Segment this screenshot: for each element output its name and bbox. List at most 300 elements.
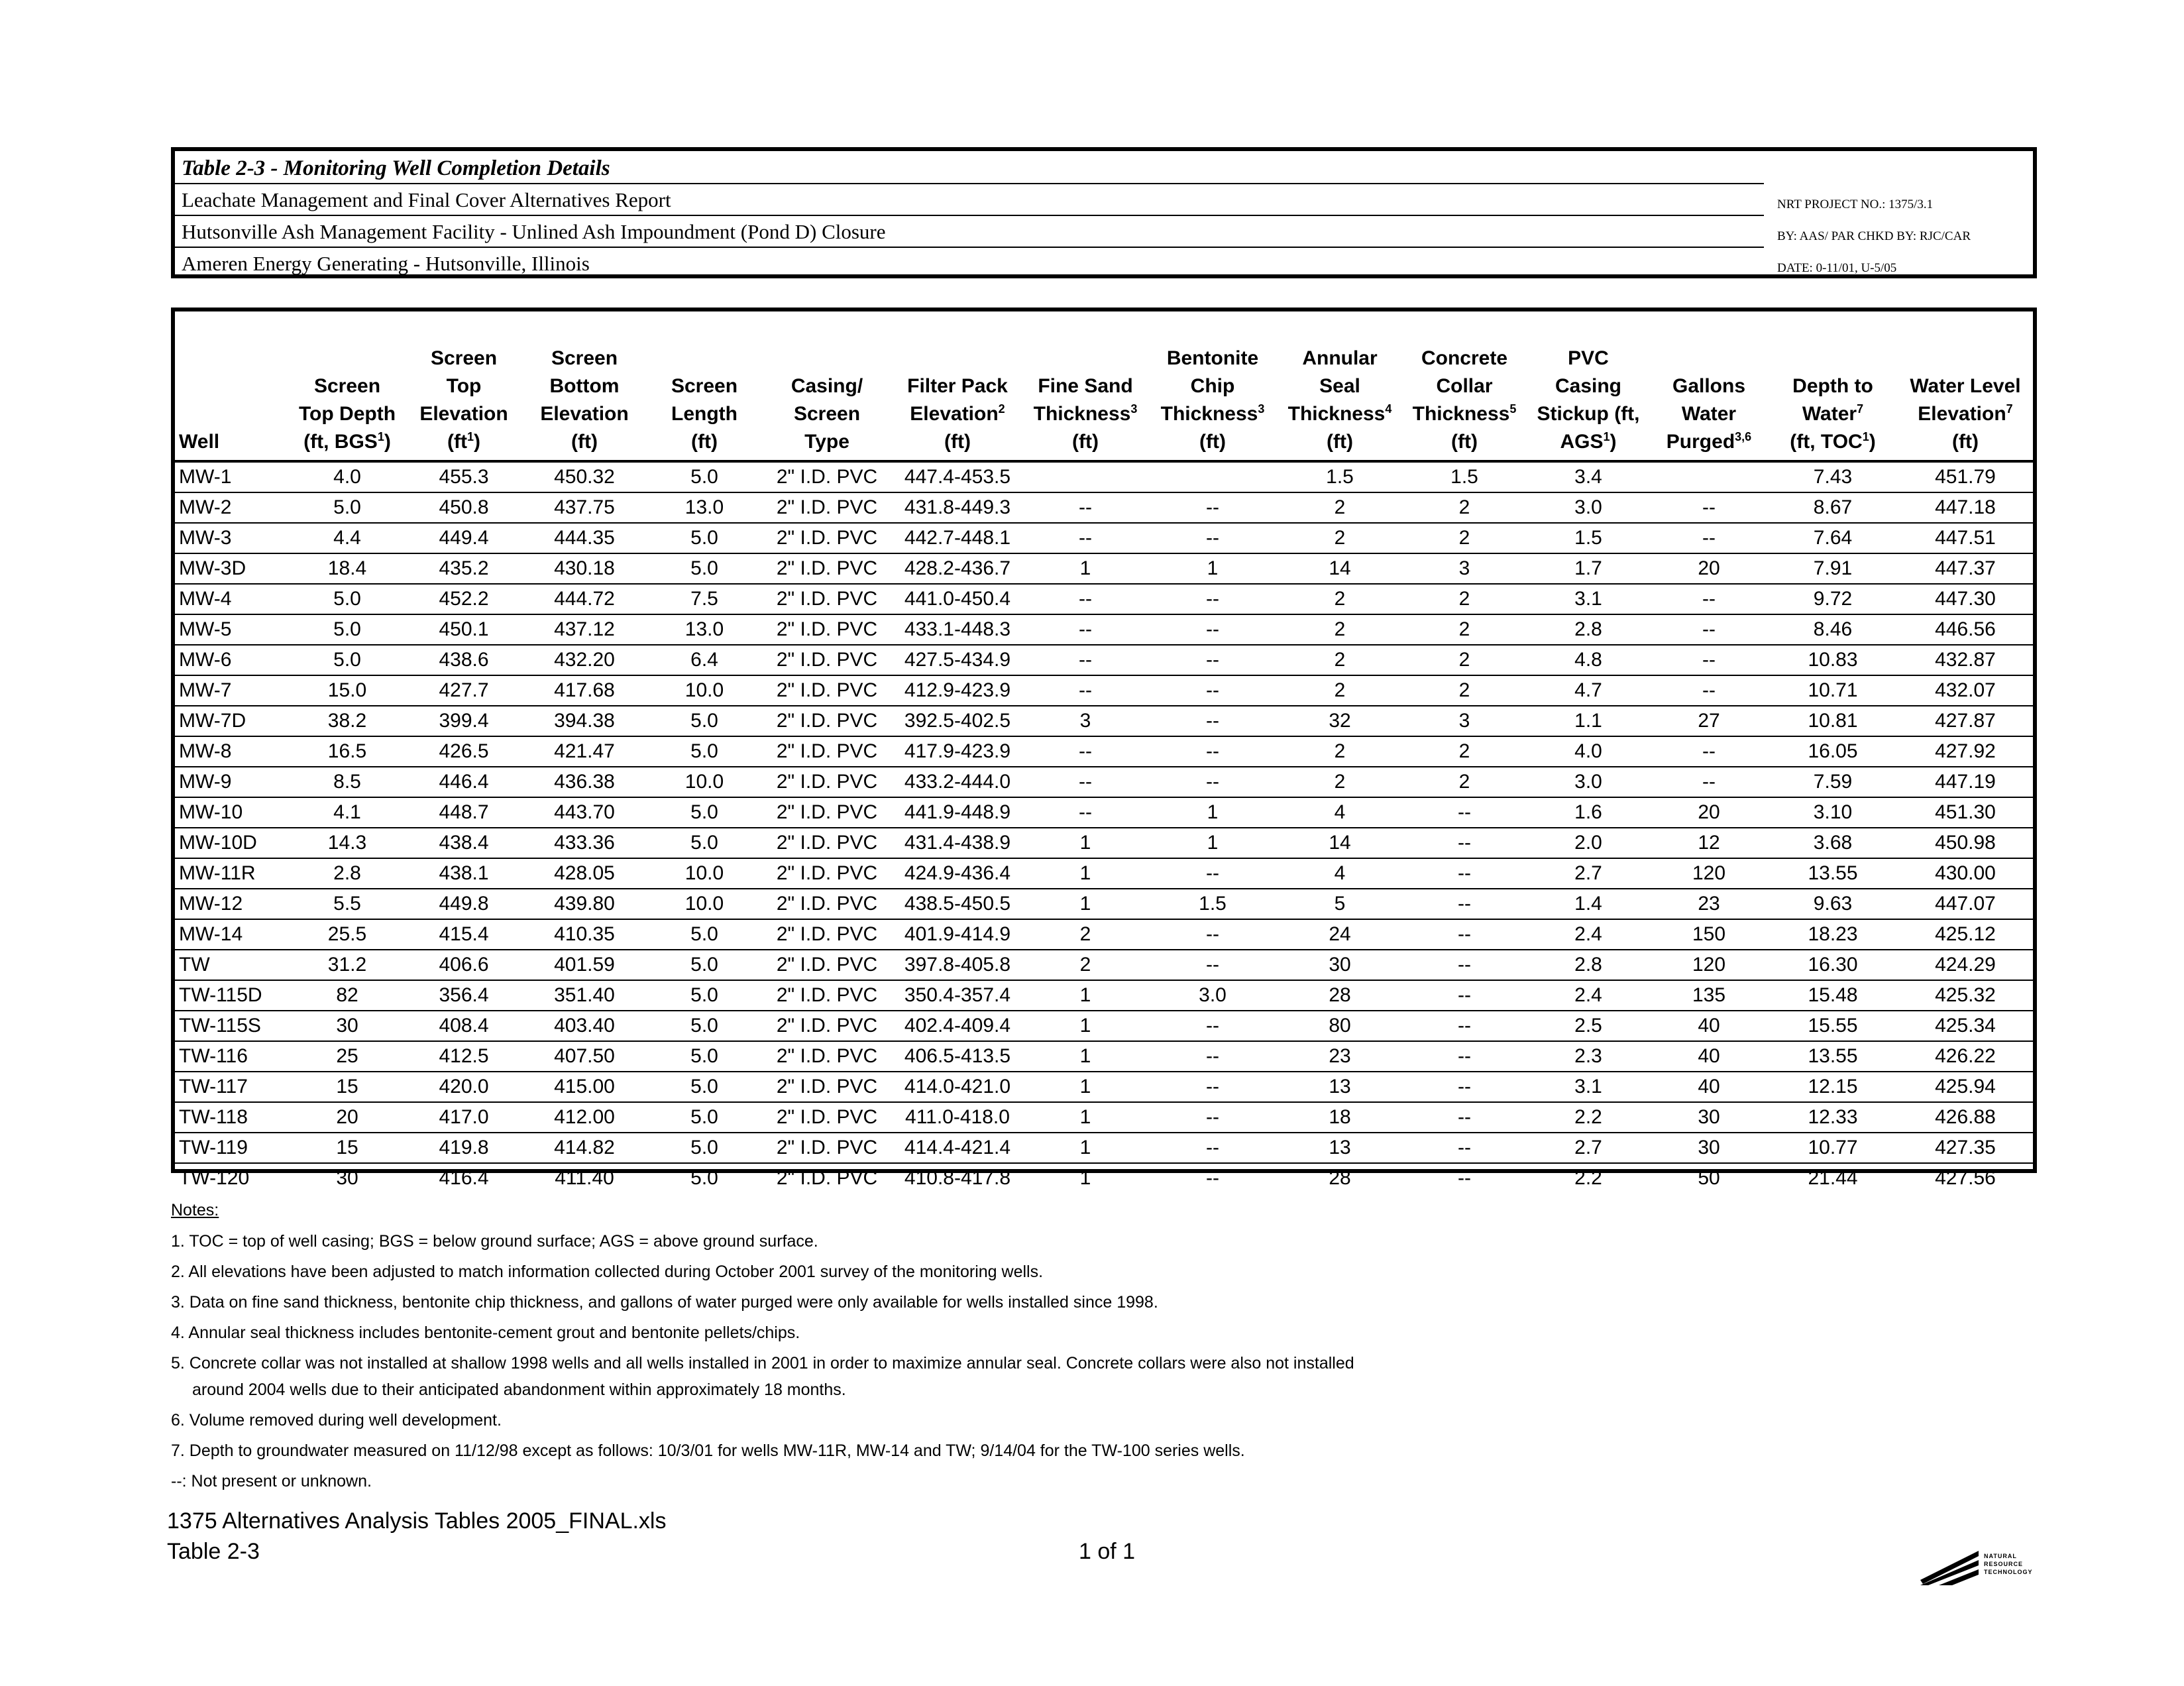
table-cell: 401.59: [554, 954, 615, 976]
table-cell: 30: [336, 1015, 358, 1037]
table-cell: 2.3: [1574, 1045, 1602, 1067]
table-cell: 438.6: [439, 649, 489, 671]
header-text: ): [474, 431, 480, 453]
table-cell: 432.87: [1935, 649, 1996, 671]
well-id-cell: MW-1: [179, 466, 232, 488]
table-cell: 5.0: [333, 618, 361, 640]
table-cell: 15.48: [1808, 984, 1858, 1006]
table-cell: 2.8: [1574, 954, 1602, 976]
note-item-continued: around 2004 wells due to their anticipated abandonment within approximately 18 months.: [192, 1380, 846, 1399]
header-text: Seal: [1319, 375, 1360, 397]
table-cell: 451.79: [1935, 466, 1996, 488]
header-text: Thickness: [1033, 403, 1131, 425]
table-cell: 435.2: [439, 557, 489, 579]
table-row: [175, 1041, 2033, 1072]
table-cell: 402.4-409.4: [904, 1015, 1011, 1037]
header-text: (ft): [571, 431, 598, 453]
table-cell: --: [1702, 679, 1716, 701]
table-cell: --: [1206, 1045, 1219, 1067]
table-cell: 5: [1334, 893, 1346, 915]
table-cell: 419.8: [439, 1137, 489, 1158]
table-cell: 425.34: [1935, 1015, 1996, 1037]
header-text: Thickness: [1160, 403, 1258, 425]
table-cell: 406.5-413.5: [904, 1045, 1011, 1067]
table-cell: 1: [1207, 801, 1219, 823]
table-cell: --: [1458, 954, 1471, 976]
table-cell: --: [1458, 1015, 1471, 1037]
table-cell: 2" I.D. PVC: [776, 1045, 878, 1067]
header-text: (ft, TOC: [1790, 431, 1863, 453]
header-text: Chip: [1190, 375, 1235, 397]
table-cell: 15.55: [1808, 1015, 1858, 1037]
table-row: [175, 1133, 2033, 1163]
table-cell: --: [1458, 1137, 1471, 1158]
table-cell: 5.0: [690, 557, 718, 579]
table-cell: 452.2: [439, 588, 489, 610]
table-cell: 7.5: [690, 588, 718, 610]
table-cell: 38.2: [327, 710, 367, 732]
header-text: Concrete: [1421, 347, 1508, 369]
table-cell: 8.46: [1813, 618, 1853, 640]
table-row: [175, 523, 2033, 553]
table-cell: --: [1458, 801, 1471, 823]
table-cell: [1023, 461, 1148, 492]
footnote-ref: 1: [377, 430, 384, 443]
table-cell: 20: [1698, 557, 1720, 579]
table-cell: 1: [1079, 1015, 1091, 1037]
table-cell: 2.8: [1574, 618, 1602, 640]
table-cell: 1: [1207, 832, 1219, 854]
logo-word: NATURAL: [1984, 1553, 2017, 1559]
table-cell: 2: [1334, 771, 1346, 793]
table-cell: --: [1206, 1106, 1219, 1128]
table-cell: 20: [336, 1106, 358, 1128]
table-cell: 4: [1334, 801, 1346, 823]
column-header: [406, 311, 522, 461]
table-cell: 10.0: [684, 771, 724, 793]
header-text: Gallons: [1672, 375, 1746, 397]
table-row: [175, 950, 2033, 980]
table-cell: 18.4: [327, 557, 367, 579]
table-cell: 2.2: [1574, 1167, 1602, 1189]
table-cell: 2" I.D. PVC: [776, 832, 878, 854]
table-cell: 150: [1692, 923, 1726, 945]
table-cell: 403.40: [554, 1015, 615, 1037]
table-cell: 2" I.D. PVC: [776, 527, 878, 549]
table-cell: 2: [1079, 954, 1091, 976]
notes-section: [171, 1201, 1894, 1502]
table-cell: 2: [1334, 679, 1346, 701]
table-title: Table 2-3 - Monitoring Well Completion Details: [182, 156, 610, 180]
table-cell: 32: [1329, 710, 1351, 732]
table-cell: 13.0: [684, 496, 724, 518]
header-text: Purged: [1666, 431, 1735, 453]
header-text: (ft, BGS: [303, 431, 378, 453]
table-cell: 2" I.D. PVC: [776, 496, 878, 518]
table-row: [175, 797, 2033, 828]
table-cell: 40: [1698, 1076, 1720, 1097]
table-cell: 433.2-444.0: [904, 771, 1011, 793]
title-block: [171, 147, 2037, 278]
table-row: [175, 1102, 2033, 1133]
well-id-cell: MW-8: [179, 740, 232, 762]
table-cell: --: [1206, 679, 1219, 701]
header-text: Water: [1681, 403, 1737, 425]
well-id-cell: MW-6: [179, 649, 232, 671]
header-text: (ft: [447, 431, 467, 453]
table-cell: 425.32: [1935, 984, 1996, 1006]
table-cell: 80: [1329, 1015, 1351, 1037]
table-cell: 426.5: [439, 740, 489, 762]
header-text: Type: [804, 431, 849, 453]
header-text: Fine Sand: [1038, 375, 1133, 397]
footnote-ref: 7: [2006, 402, 2013, 416]
table-cell: --: [1206, 588, 1219, 610]
table-cell: 2: [1458, 496, 1470, 518]
table-cell: 4.4: [333, 527, 361, 549]
header-text: AGS: [1560, 431, 1604, 453]
footnote-ref: 1: [466, 430, 474, 443]
table-cell: 447.07: [1935, 893, 1996, 915]
table-cell: 2: [1458, 588, 1470, 610]
table-cell: 6.4: [690, 649, 718, 671]
table-cell: 30: [1329, 954, 1351, 976]
table-cell: --: [1458, 893, 1471, 915]
column-header: [762, 311, 892, 461]
table-cell: 1.6: [1574, 801, 1602, 823]
table-cell: 438.4: [439, 832, 489, 854]
table-cell: [1148, 461, 1278, 492]
table-cell: 5.0: [690, 1167, 718, 1189]
column-header: [1650, 311, 1768, 461]
header-text: Filter Pack: [907, 375, 1008, 397]
table-cell: 392.5-402.5: [904, 710, 1011, 732]
table-cell: --: [1206, 527, 1219, 549]
header-row: [175, 311, 2033, 461]
table-cell: 5.0: [690, 1076, 718, 1097]
table-cell: 13.55: [1808, 1045, 1858, 1067]
table-cell: 10.83: [1808, 649, 1858, 671]
table-cell: 2" I.D. PVC: [776, 801, 878, 823]
table-cell: 441.0-450.4: [904, 588, 1011, 610]
header-text: Casing: [1555, 375, 1622, 397]
table-row: [175, 736, 2033, 767]
table-cell: 437.75: [554, 496, 615, 518]
table-cell: 3.4: [1574, 466, 1602, 488]
table-cell: 2: [1334, 618, 1346, 640]
header-text: Water: [1802, 403, 1857, 425]
well-id-cell: MW-2: [179, 496, 232, 518]
client-title: Ameren Energy Generating - Hutsonville, Illinois: [182, 252, 590, 275]
column-header: [1148, 311, 1278, 461]
table-cell: 3: [1458, 710, 1470, 732]
column-header: [1278, 311, 1402, 461]
table-cell: 2" I.D. PVC: [776, 1137, 878, 1158]
table-cell: 406.6: [439, 954, 489, 976]
table-cell: 450.98: [1935, 832, 1996, 854]
table-cell: --: [1702, 618, 1716, 640]
header-text: Annular: [1302, 347, 1378, 369]
table-cell: 1: [1079, 1106, 1091, 1128]
well-id-cell: TW-117: [179, 1076, 248, 1097]
table-cell: 431.4-438.9: [904, 832, 1011, 854]
table-cell: 2" I.D. PVC: [776, 588, 878, 610]
well-id-cell: MW-7: [179, 679, 232, 701]
table-cell: 30: [1698, 1137, 1720, 1158]
header-text: ): [1869, 431, 1876, 453]
table-cell: 432.07: [1935, 679, 1996, 701]
table-cell: 427.56: [1935, 1167, 1996, 1189]
note-item: 3. Data on fine sand thickness, bentonite chip thickness, and gallons of water purged were only available for wells installed since 1998.: [171, 1293, 1158, 1312]
table-cell: 2: [1334, 496, 1346, 518]
table-cell: 401.9-414.9: [904, 923, 1011, 945]
table-cell: 416.4: [439, 1167, 489, 1189]
table-cell: 5.0: [690, 801, 718, 823]
table-cell: 3.0: [1574, 771, 1602, 793]
well-id-cell: TW-115S: [179, 1015, 261, 1037]
table-cell: 13: [1329, 1137, 1351, 1158]
table-cell: 16.05: [1808, 740, 1858, 762]
table-cell: 428.2-436.7: [904, 557, 1011, 579]
table-cell: --: [1079, 740, 1092, 762]
table-row: [175, 858, 2033, 889]
table-cell: 430.18: [554, 557, 615, 579]
note-item: 4. Annular seal thickness includes bentonite-cement grout and bentonite pellets/chips.: [171, 1323, 800, 1342]
table-cell: --: [1206, 923, 1219, 945]
table-row: [175, 675, 2033, 706]
table-cell: 2.4: [1574, 923, 1602, 945]
table-cell: 447.4-453.5: [904, 466, 1011, 488]
table-cell: 421.47: [554, 740, 615, 762]
table-cell: --: [1702, 496, 1716, 518]
table-row: [175, 461, 2033, 492]
table-cell: 8.5: [333, 771, 361, 793]
revision-date: DATE: 0-11/01, U-5/05: [1777, 261, 1897, 275]
table-cell: 420.0: [439, 1076, 489, 1097]
well-id-cell: MW-12: [179, 893, 243, 915]
column-header: [175, 311, 289, 461]
well-id-cell: MW-3D: [179, 557, 246, 579]
table-cell: --: [1702, 771, 1716, 793]
table-cell: 443.70: [554, 801, 615, 823]
table-cell: 2" I.D. PVC: [776, 1167, 878, 1189]
column-header: [647, 311, 762, 461]
table-cell: 3: [1458, 557, 1470, 579]
column-header: [1023, 311, 1148, 461]
table-cell: --: [1206, 1015, 1219, 1037]
table-cell: 2.8: [333, 862, 361, 884]
footer-filename: 1375 Alternatives Analysis Tables 2005_FINAL.xls: [167, 1508, 667, 1534]
header-text: Well: [179, 431, 220, 453]
table-cell: 7.91: [1813, 557, 1853, 579]
header-text: Stickup (ft,: [1537, 403, 1640, 425]
table-cell: 18.23: [1808, 923, 1858, 945]
table-cell: 433.36: [554, 832, 615, 854]
table-cell: 5.0: [690, 466, 718, 488]
table-cell: 411.0-418.0: [905, 1106, 1010, 1128]
report-title: Leachate Management and Final Cover Alternatives Report: [182, 188, 671, 211]
table-cell: 438.1: [439, 862, 489, 884]
table-cell: 451.30: [1935, 801, 1996, 823]
table-cell: 2" I.D. PVC: [776, 862, 878, 884]
table-cell: 5.0: [690, 1015, 718, 1037]
table-cell: 1: [1079, 1137, 1091, 1158]
table-cell: 50: [1698, 1167, 1720, 1189]
header-text: Bentonite: [1166, 347, 1259, 369]
table-cell: 424.29: [1935, 954, 1996, 976]
table-cell: --: [1206, 1076, 1219, 1097]
footnote-ref: 7: [1857, 402, 1864, 416]
note-item: --: Not present or unknown.: [171, 1472, 372, 1490]
table-cell: 31.2: [327, 954, 367, 976]
table-cell: 2" I.D. PVC: [776, 954, 878, 976]
header-text: ): [1610, 431, 1617, 453]
table-cell: 4: [1334, 862, 1346, 884]
header-text: (ft): [944, 431, 971, 453]
table-cell: 430.00: [1935, 862, 1996, 884]
table-cell: 2: [1334, 740, 1346, 762]
table-cell: 5.0: [690, 832, 718, 854]
table-cell: 1: [1079, 1076, 1091, 1097]
table-row: [175, 919, 2033, 950]
table-cell: 425.12: [1935, 923, 1996, 945]
well-id-cell: MW-3: [179, 527, 232, 549]
table-cell: 2.2: [1574, 1106, 1602, 1128]
footnote-ref: 2: [998, 402, 1005, 416]
table-cell: 1: [1079, 1167, 1091, 1189]
table-cell: 414.0-421.0: [904, 1076, 1011, 1097]
table-cell: 427.87: [1935, 710, 1996, 732]
table-cell: 447.51: [1935, 527, 1996, 549]
table-cell: 4.1: [333, 801, 361, 823]
table-cell: 1: [1079, 984, 1091, 1006]
table-cell: 408.4: [439, 1015, 489, 1037]
table-cell: 1.4: [1574, 893, 1602, 915]
well-id-cell: MW-5: [179, 618, 232, 640]
table-cell: 3.68: [1813, 832, 1853, 854]
table-cell: 10.77: [1808, 1137, 1858, 1158]
column-header: [289, 311, 406, 461]
table-cell: 12.15: [1808, 1076, 1858, 1097]
table-cell: 415.4: [439, 923, 489, 945]
table-cell: 438.5-450.5: [904, 893, 1011, 915]
table-cell: 2: [1458, 679, 1470, 701]
header-text: Thickness: [1412, 403, 1510, 425]
table-cell: 82: [336, 984, 358, 1006]
table-cell: 40: [1698, 1015, 1720, 1037]
table-cell: 448.7: [439, 801, 489, 823]
table-cell: 5.0: [690, 954, 718, 976]
table-cell: 21.44: [1808, 1167, 1858, 1189]
table-row: [175, 645, 2033, 675]
table-cell: 444.72: [554, 588, 615, 610]
table-cell: 433.1-448.3: [904, 618, 1011, 640]
table-cell: 427.35: [1935, 1137, 1996, 1158]
header-text: Screen: [551, 347, 618, 369]
column-header: [1527, 311, 1650, 461]
table-cell: 2.0: [1574, 832, 1602, 854]
table-cell: 10.71: [1808, 679, 1858, 701]
header-text: ): [384, 431, 391, 453]
table-cell: 447.37: [1935, 557, 1996, 579]
table-cell: 10.0: [684, 893, 724, 915]
table-cell: 23: [1698, 893, 1720, 915]
table-cell: 2: [1458, 618, 1470, 640]
table-row: [175, 1163, 2033, 1193]
header-text: Casing/: [791, 375, 863, 397]
table-cell: 2" I.D. PVC: [776, 466, 878, 488]
table-cell: 1: [1079, 893, 1091, 915]
table-cell: 40: [1698, 1045, 1720, 1067]
table-cell: 427.7: [439, 679, 489, 701]
table-cell: --: [1702, 740, 1716, 762]
table-cell: 15.0: [327, 679, 367, 701]
table-cell: 2.7: [1574, 1137, 1602, 1158]
table-cell: 13: [1329, 1076, 1351, 1097]
table-cell: 120: [1692, 954, 1726, 976]
table-cell: 417.0: [439, 1106, 489, 1128]
table-cell: 2: [1334, 588, 1346, 610]
table-cell: 30: [336, 1167, 358, 1189]
header-text: Elevation: [419, 403, 508, 425]
table-cell: 397.8-405.8: [904, 954, 1011, 976]
table-cell: 28: [1329, 1167, 1351, 1189]
table-cell: [1650, 461, 1768, 492]
table-cell: 2" I.D. PVC: [776, 679, 878, 701]
table-cell: 2" I.D. PVC: [776, 893, 878, 915]
table-cell: 30: [1698, 1106, 1720, 1128]
table-cell: 5.0: [690, 1045, 718, 1067]
header-text: PVC: [1568, 347, 1609, 369]
footnote-ref: 3: [1258, 402, 1265, 416]
header-text: Elevation: [1918, 403, 2006, 425]
table-cell: 427.92: [1935, 740, 1996, 762]
table-cell: 5.0: [690, 740, 718, 762]
table-cell: --: [1458, 1167, 1471, 1189]
table-cell: --: [1206, 862, 1219, 884]
table-cell: 425.94: [1935, 1076, 1996, 1097]
table-cell: 4.0: [1574, 740, 1602, 762]
table-cell: --: [1206, 496, 1219, 518]
table-cell: 450.8: [439, 496, 489, 518]
table-cell: 2.7: [1574, 862, 1602, 884]
header-text: Top Depth: [298, 403, 396, 425]
table-cell: 18: [1329, 1106, 1351, 1128]
title-divider: [175, 183, 1764, 184]
footnote-ref: 1: [1862, 430, 1869, 443]
header-text: (ft): [1952, 431, 1979, 453]
table-cell: 455.3: [439, 466, 489, 488]
table-cell: 5.0: [690, 1137, 718, 1158]
column-header: [1898, 311, 2033, 461]
table-cell: 5.0: [333, 496, 361, 518]
table-cell: 12.33: [1808, 1106, 1858, 1128]
table-cell: --: [1702, 527, 1716, 549]
table-cell: 27: [1698, 710, 1720, 732]
table-cell: 447.19: [1935, 771, 1996, 793]
table-cell: 8.67: [1813, 496, 1853, 518]
table-cell: --: [1458, 923, 1471, 945]
table-cell: 3: [1079, 710, 1091, 732]
well-id-cell: TW-118: [179, 1106, 248, 1128]
table-cell: --: [1206, 954, 1219, 976]
header-text: Elevation: [540, 403, 629, 425]
table-cell: 3.10: [1813, 801, 1853, 823]
facility-title: Hutsonville Ash Management Facility - Unlined Ash Impoundment (Pond D) Closure: [182, 220, 886, 243]
table-cell: 2" I.D. PVC: [776, 557, 878, 579]
header-text: Collar: [1436, 375, 1493, 397]
table-cell: 7.59: [1813, 771, 1853, 793]
